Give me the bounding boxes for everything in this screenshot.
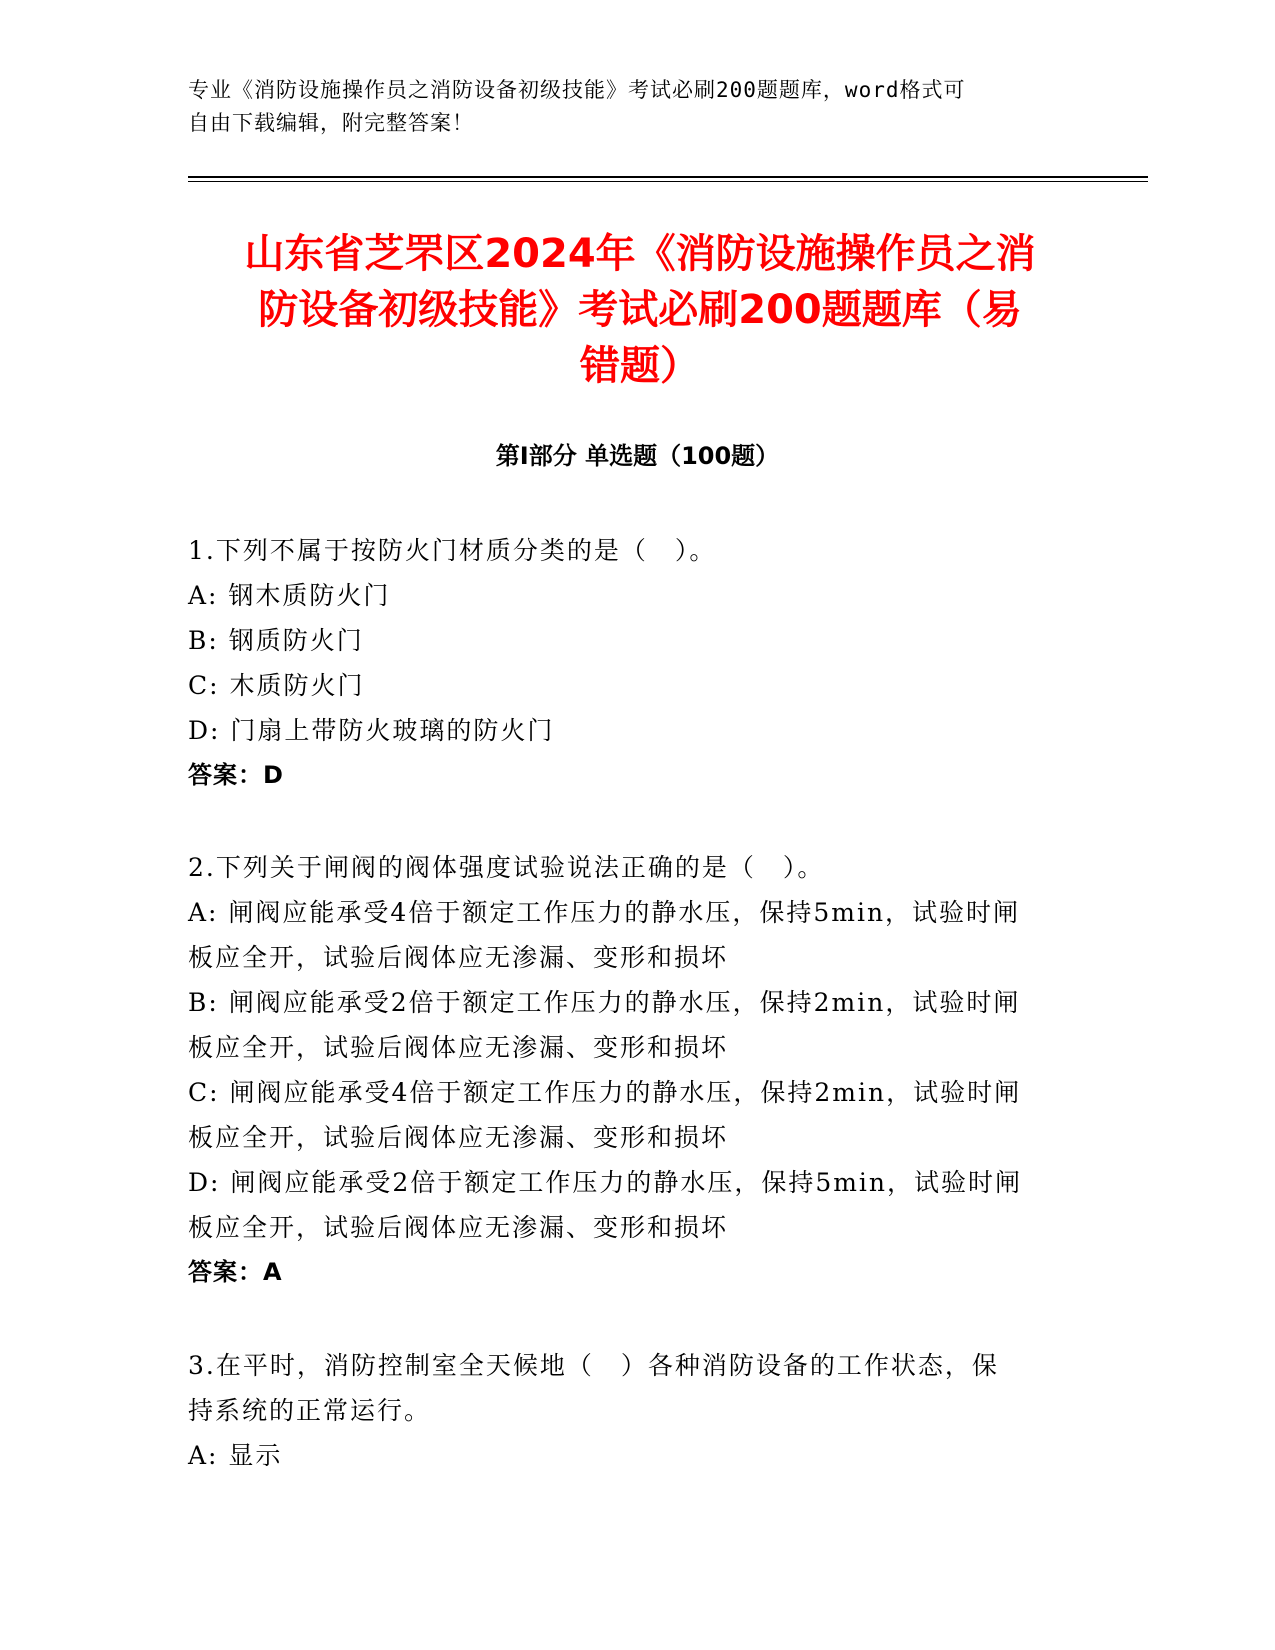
document-title — [180, 226, 1100, 394]
option-d-cont: 板应全开，试验后阀体应无渗漏、变形和损坏 — [188, 1213, 729, 1242]
option-d: D: 门扇上带防火玻璃的防火门 — [188, 716, 555, 745]
option-c: C: 木质防火门 — [188, 671, 365, 700]
question-stem-cont: 持系统的正常运行。 — [188, 1396, 432, 1425]
question-3 — [188, 1343, 1088, 1478]
option-a: A: 钢木质防火门 — [188, 581, 391, 610]
section-heading: 第I部分 单选题（100题） — [495, 442, 780, 470]
option-d: D: 闸阀应能承受2倍于额定工作压力的静水压，保持5min，试验时闸 — [188, 1168, 1023, 1197]
title-line: 错题） — [580, 343, 700, 389]
question-stem: 2.下列关于闸阀的阀体强度试验说法正确的是（ ）。 — [188, 853, 825, 882]
option-a-cont: 板应全开，试验后阀体应无渗漏、变形和损坏 — [188, 943, 729, 972]
title-line: 防设备初级技能》考试必刷200题题库（易 — [258, 287, 1022, 333]
header-note-line: 自由下载编辑，附完整答案！ — [188, 111, 474, 135]
option-c: C: 闸阀应能承受4倍于额定工作压力的静水压，保持2min，试验时闸 — [188, 1078, 1022, 1107]
option-a: A: 闸阀应能承受4倍于额定工作压力的静水压，保持5min，试验时闸 — [188, 898, 1021, 927]
question-1 — [188, 528, 1088, 798]
option-c-cont: 板应全开，试验后阀体应无渗漏、变形和损坏 — [188, 1123, 729, 1152]
question-stem: 3.在平时，消防控制室全天候地（ ）各种消防设备的工作状态，保 — [188, 1351, 999, 1380]
option-a: A: 显示 — [188, 1441, 283, 1470]
option-b: B: 闸阀应能承受2倍于额定工作压力的静水压，保持2min，试验时闸 — [188, 988, 1021, 1017]
option-b: B: 钢质防火门 — [188, 626, 364, 655]
question-2 — [188, 845, 1088, 1295]
option-b-cont: 板应全开，试验后阀体应无渗漏、变形和损坏 — [188, 1033, 729, 1062]
header-divider-thin — [188, 181, 1148, 182]
answer-line: 答案：A — [188, 1258, 283, 1286]
answer-line: 答案：D — [188, 761, 284, 789]
header-note-line: 专业《消防设施操作员之消防设备初级技能》考试必刷200题题库，word格式可 — [188, 78, 966, 102]
header-note — [188, 74, 1088, 140]
title-line: 山东省芝罘区2024年《消防设施操作员之消 — [244, 231, 1036, 277]
question-stem: 1.下列不属于按防火门材质分类的是（ ）。 — [188, 536, 717, 565]
header-divider — [188, 176, 1148, 178]
